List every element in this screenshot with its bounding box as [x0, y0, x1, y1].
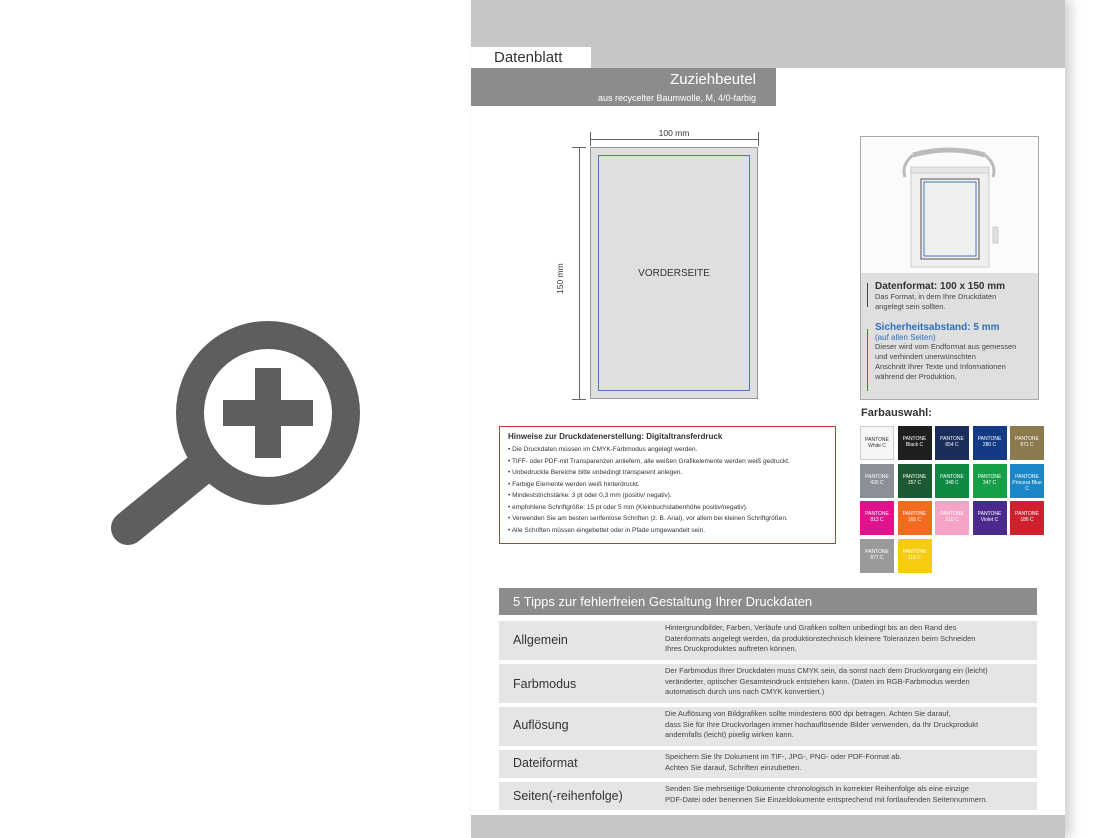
datasheet-label: Datenblatt: [471, 47, 591, 68]
tip-text: [665, 623, 1035, 655]
dimension-tick: [590, 132, 591, 146]
swatch-brand: PANTONE: [865, 473, 889, 480]
format-marker: [867, 283, 868, 307]
swatch-code: White C: [868, 443, 886, 449]
color-swatch[interactable]: [1010, 501, 1044, 535]
swatch-brand: PANTONE: [940, 511, 964, 517]
note-item: • Alle Schriften müssen eingebettet oder in Pfade umgewandelt sein.: [508, 526, 706, 534]
tip-text: [665, 709, 1035, 741]
product-title-bar: [471, 68, 776, 106]
swatch-code: 813 C: [870, 517, 884, 523]
tip-text-line: Datenformats angelegt werden, da produktionstechnisch kleinere Toleranzen beim Schneiden: [665, 633, 976, 643]
swatch-brand: PANTONE: [940, 473, 964, 480]
swatch-code: 186 C: [1020, 517, 1034, 523]
note-item: • TIFF- oder PDF-mit Transparenzen anliefern, alle weißen Grafikelemente werden weiß gedruckt.: [508, 457, 790, 465]
color-swatch[interactable]: [898, 501, 932, 535]
swatch-code: 347 C: [982, 479, 997, 486]
tip-text-line: Die Auflösung von Bildgrafiken sollte mindestens 600 dpi betragen. Achten Sie darauf,: [665, 709, 951, 718]
dimension-tick: [572, 147, 586, 148]
note-item: • Die Druckdaten müssen im CMYK-Farbmodus angelegt werden.: [508, 446, 698, 453]
tip-text-line: veränderter, optischer Gesamteindruck entstehen kann. (Daten im RGB-Farbmodus werden: [665, 676, 970, 686]
tip-label: Allgemein: [513, 633, 568, 647]
color-swatch[interactable]: [860, 539, 894, 573]
note-item: • Unbedruckte Bereiche bitte unbedingt transparent anlegen.: [508, 469, 683, 476]
safety-text-1: Dieser wird vom Endformat aus gemessen: [875, 342, 1017, 351]
color-swatch[interactable]: [898, 539, 932, 573]
swatch-brand: PANTONE: [977, 473, 1002, 480]
color-swatch[interactable]: [1010, 464, 1044, 498]
notes-title: Hinweise zur Druckdatenerstellung: Digitaltransferdruck: [508, 432, 723, 441]
swatch-brand: PANTONE: [977, 511, 1002, 517]
format-text-1: Das Format, in dem Ihre Druckdaten: [875, 292, 997, 301]
footer-band: [471, 815, 1065, 838]
tip-row-resolution: [499, 707, 1037, 746]
width-label: 100 mm: [658, 128, 690, 138]
safety-text-3: Anschnitt Ihrer Texte und Informationen: [875, 362, 1006, 371]
safety-subtitle: (auf allen Seiten): [875, 333, 936, 342]
tip-label: Farbmodus: [513, 677, 577, 691]
swatch-code: 871 C: [1020, 442, 1034, 448]
product-title: Zuziehbeutel: [670, 71, 756, 88]
tip-label: Seiten(-reihenfolge): [513, 789, 623, 803]
swatch-brand: PANTONE: [1015, 436, 1039, 442]
dimension-tick: [572, 399, 586, 400]
tip-text-line: Senden Sie mehrseitige Dokumente chronologisch in korrekter Reihenfolge als eine einzige: [665, 784, 969, 793]
swatch-brand: PANTONE: [902, 436, 927, 442]
safety-marker: [867, 329, 868, 391]
swatch-code: 877 C: [870, 554, 884, 561]
swatch-brand: PANTONE: [977, 436, 1002, 442]
tip-label: Auflösung: [513, 718, 569, 732]
tip-text-line: andernfalls (leicht) pixelig wirken kann.: [665, 730, 794, 739]
tip-text-line: Achten Sie darauf, Schriften einzubetten.: [665, 762, 802, 772]
width-dimension-line: [590, 139, 758, 140]
dimension-tick: [758, 132, 759, 146]
note-item: • empfohlene Schriftgröße: 15 pt oder 5 mm (Kleinbuchstabenhöhe positiv/negativ).: [508, 503, 748, 511]
swatch-code: 430 C: [870, 479, 884, 486]
swatch-code: 210 C: [945, 517, 959, 523]
swatch-brand: PANTONE: [940, 436, 964, 442]
format-text-2: angelegt sein sollten.: [875, 302, 946, 311]
format-info: [861, 273, 1038, 399]
swatch-code: Black C: [905, 442, 924, 448]
format-title: Datenformat: 100 x 150 mm: [875, 281, 1006, 292]
swatch-code: 165 C: [907, 517, 922, 523]
swatch-brand: PANTONE: [865, 437, 889, 443]
tip-row-general: [499, 621, 1037, 660]
tip-text-line: Der Farbmodus Ihrer Druckdaten muss CMYK sein, da sonst nach dem Druckvorgang ein (leicht): [665, 666, 988, 675]
print-notes-box: [499, 426, 836, 544]
height-dimension-line: [579, 147, 580, 399]
safety-text-4: während der Produktion.: [875, 372, 957, 381]
height-label: 150 mm: [555, 263, 565, 294]
swatch-code: 357 C: [907, 479, 922, 486]
tip-text-line: Speichern Sie Ihr Dokument im TIF-, JPG-, PNG- oder PDF-Format ab.: [665, 752, 902, 761]
tip-text-line: Hintergrundbilder, Farben, Verläufe und Grafiken sollten unbedingt bis an den Rand des: [665, 623, 957, 632]
swatch-brand: PANTONE: [865, 511, 889, 517]
tips-header: 5 Tipps zur fehlerfreien Gestaltung Ihrer Druckdaten: [499, 588, 1037, 615]
swatch-code: 116 C: [908, 554, 921, 561]
datasheet-page: [471, 0, 1065, 838]
note-item: • Farbige Elemente werden weiß hinterdruckt.: [508, 480, 640, 488]
tip-text: [665, 752, 1035, 773]
technical-drawing: [555, 128, 779, 408]
color-swatch[interactable]: [973, 464, 1007, 498]
swatch-code: 348 C: [945, 479, 959, 486]
color-selection-title: Farbauswahl:: [861, 407, 932, 419]
color-swatch[interactable]: [860, 426, 894, 460]
color-swatch[interactable]: [973, 501, 1007, 535]
color-swatch[interactable]: [898, 426, 932, 460]
product-preview: [860, 136, 1039, 400]
tip-text: [665, 784, 1035, 805]
color-swatch[interactable]: [935, 501, 969, 535]
swatch-brand: PANTONE: [865, 548, 889, 555]
color-swatch[interactable]: [935, 426, 969, 460]
product-subtitle: aus recycelter Baumwolle, M, 4/0-farbig: [597, 93, 756, 103]
color-swatch[interactable]: [860, 501, 894, 535]
tip-row-colormode: [499, 664, 1037, 703]
tip-row-pages: [499, 782, 1037, 810]
color-swatch[interactable]: [860, 464, 894, 498]
front-side-area: [590, 147, 758, 399]
color-swatch[interactable]: [898, 464, 932, 498]
note-item: • Verwenden Sie am besten serifenlose Schriften (z. B. Arial), vor allem bei kleinen Schriftgrößen.: [508, 515, 788, 522]
tip-text-line: Ihres Druckproduktes auftreten können.: [665, 644, 797, 653]
swatch-brand: PANTONE: [902, 548, 927, 555]
color-swatch[interactable]: [1010, 426, 1044, 460]
color-swatch[interactable]: [973, 426, 1007, 460]
swatch-code: Violet C: [980, 517, 999, 523]
tip-text: [665, 666, 1035, 698]
tip-row-fileformat: [499, 750, 1037, 778]
swatch-code: 654 C: [945, 442, 959, 448]
safety-text-2: und verhindert unerwünschten: [875, 352, 976, 361]
tip-text-line: PDF-Datei oder benennen Sie Einzeldokumente entsprechend mit fortlaufenden Seitennummern.: [665, 794, 988, 804]
swatch-brand: PANTONE: [1015, 473, 1039, 480]
front-side-label: VORDERSEITE: [638, 268, 710, 279]
note-item: • Mindeststrichstärke: 3 pt oder 0,3 mm (positiv/ negativ).: [508, 492, 672, 499]
bag-image: [861, 137, 1038, 273]
swatch-brand: PANTONE: [1015, 511, 1039, 517]
safety-title: Sicherheitsabstand: 5 mm: [875, 322, 1000, 333]
swatch-brand: PANTONE: [902, 511, 927, 517]
swatch-code: 280 C: [982, 442, 997, 448]
swatch-code: Process Blue C: [1012, 479, 1042, 492]
color-swatch[interactable]: [935, 464, 969, 498]
tip-text-line: dass Sie für Ihre Druckvorlagen immer hochauflösende Bilder verwenden, da Ihr Druckprodukt: [665, 719, 979, 729]
swatch-brand: PANTONE: [902, 473, 927, 480]
zoom-in-icon[interactable]: [100, 316, 360, 552]
tip-text-line: automatisch durch uns nach CMYK konvertiert.): [665, 687, 825, 696]
tip-label: Dateiformat: [513, 756, 578, 770]
